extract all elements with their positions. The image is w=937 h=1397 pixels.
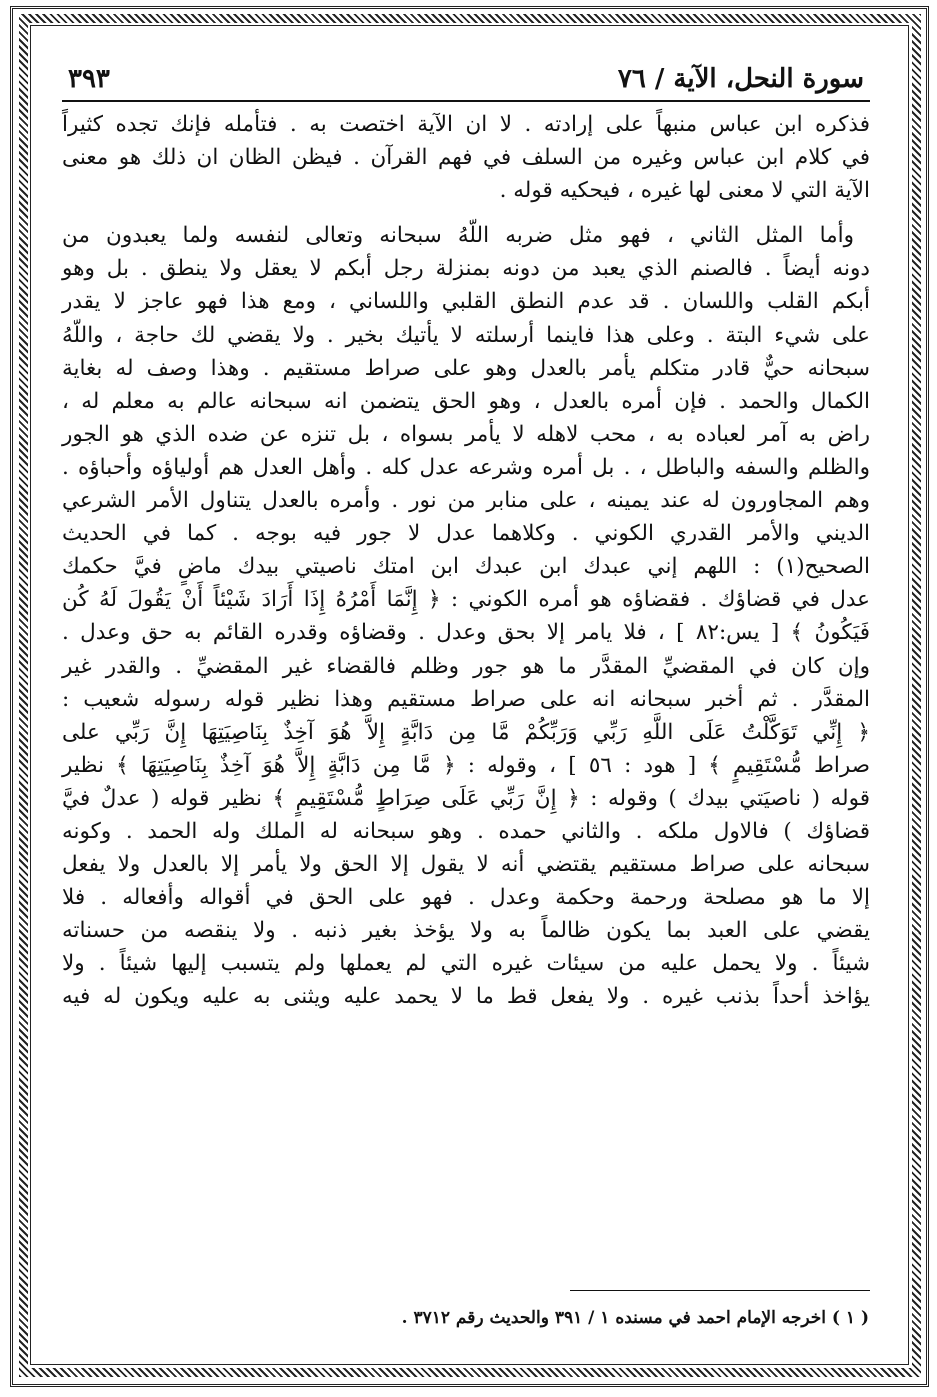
text-line: الكمال والحمد . فإن أمره بالعدل ، وهو الحق يتضمن انه سبحانه عالم به معلم له ،	[62, 388, 870, 414]
text-line: إلا ما هو مصلحة ورحمة وحكمة وعدل . فهو على الحق في أقواله وأفعاله . فلا	[62, 885, 870, 911]
text-line: في كلام ابن عباس وغيره من السلف في فهم القرآن . فيظن الظان ان ذلك هو معنى	[62, 145, 870, 171]
paragraph-gap	[62, 207, 870, 219]
text-line: وهم المجاورون له عند يمينه ، على منابر من نور . وأمره بالعدل يتناول الأمر الشرعي	[62, 488, 870, 514]
text-line: قضاؤك ) فالاول ملكه . والثاني حمده . وهو سبحانه له الملك وله الحمد . وكونه	[62, 818, 870, 844]
text-line: أبكم القلب واللسان . قد عدم النطق القلبي واللساني ، ومع هذا فهو عاجز لا يقدر	[62, 289, 870, 315]
page-content	[62, 62, 870, 1014]
text-line: ﴿ إِنِّي تَوَكَّلْتُ عَلَى اللَّهِ رَبِّي وَرَبِّكُمْ مَّا مِن دَابَّةٍ إِلاَّ هُوَ آخِذٌ بِنَاصِيَتِهَا إِنَّ رَبِّي على	[62, 719, 870, 745]
text-line: صراط مُّسْتَقِيمٍ ﴾ [ هود : ٥٦ ] ، وقوله : ﴿ مَّا مِن دَابَّةٍ إِلاَّ هُوَ آخِذٌ بِنَاصِيَتِهَا ﴾ نظير	[62, 752, 870, 778]
text-line: الديني والأمر القدري الكوني . وكلاهما عدل لا جور فيه بوجه . كما في الحديث	[62, 521, 870, 547]
text-line: الآية التي لا معنى لها غيره ، فيحكيه قوله .	[499, 178, 870, 204]
text-line: وإن كان في المقضيِّ المقدَّر ما هو جور وظلم فالقضاء غير المقضيِّ . والقدر غير	[62, 653, 870, 679]
text-line: قوله ( ناصيَتي بيدك ) وقوله : ﴿ إِنَّ رَبِّي عَلَى صِرَاطٍ مُّسْتَقِيمٍ ﴾ نظير قوله ( عدلٌ فيَّ	[62, 785, 870, 811]
text-line: عدل في قضاؤك . فقضاؤه هو أمره الكوني : ﴿ إِنَّمَا أَمْرُهُ إِذَا أَرَادَ شَيْئاً أَنْ يَقُولَ لَهُ كُن	[62, 587, 870, 613]
text-line: دونه أيضاً . فالصنم الذي يعبد من دونه بمنزلة رجل أبكم لا يعقل ولا ينطق . بل وهو	[62, 256, 870, 282]
footnote-separator	[570, 1290, 870, 1291]
text-line: والظلم والسفه والباطل ، . بل أمره وشرعه عدل كله . وأهل العدل هم أولياؤه وأحباؤه .	[62, 454, 870, 480]
text-line: يؤاخذ أحداً بذنب غيره . ولا يفعل قط ما لا يحمد عليه ويثنى به عليه ويكون له فيه	[62, 984, 870, 1010]
text-line: سبحانه حيٌّ قادر متكلم يأمر بالعدل وهو على صراط مستقيم . وهذا وصف له بغاية	[62, 355, 870, 381]
surah-title: سورة النحل، الآية / ٧٦	[617, 64, 864, 94]
text-line: سبحانه على صراط مستقيم يقتضي أنه لا يقول إلا الحق ولا يأمر إلا بالعدل ولا يفعل	[62, 852, 870, 878]
paragraph-2	[62, 219, 870, 1013]
text-line: يقضي على العبد بما يكون ظالماً به ولا يؤخذ بغير ذنبه . ولا ينقصه من حسناته	[62, 918, 870, 944]
text-line: على شيء البتة . وعلى هذا فاينما أرسلته لا يأتيك بخير . ولا يقضي لك حاجة ، واللّهُ	[62, 322, 870, 348]
text-body	[62, 108, 870, 1014]
paragraph-1	[62, 108, 870, 207]
text-line: وأما المثل الثاني ، فهو مثل ضربه اللّهُ سبحانه وتعالى لنفسه ولما يعبدون من	[62, 223, 854, 249]
text-line: شيئاً . ولا يحمل عليه من سيئات غيره التي لم يعملها ولم يتسبب إليها شيئاً . ولا	[62, 951, 870, 977]
page-number: ٣٩٣	[68, 64, 110, 94]
text-line: المقدَّر . ثم أخبر سبحانه انه على صراط مستقيم وهذا نظير قوله رسوله شعيب :	[62, 686, 870, 712]
page-header	[62, 62, 870, 102]
text-line: فذكره ابن عباس منبهاً على إرادته . لا ان الآية اختصت به . فتأمله فإنك تجده كثيراً	[62, 112, 870, 137]
text-line: راض به آمر لعباده به ، محب لاهله لا يأمر بسواه ، بل تنزه عن ضده الذي هو الجور	[62, 421, 870, 447]
text-line: الصحيح(١) : اللهم إني عبدك ابن عبدك ابن امتك ناصيتي بيدك ماضٍ فيَّ حكمك	[62, 554, 870, 580]
text-line: فَيَكُونُ ﴾ [ يس:٨٢ ] ، فلا يامر إلا بحق وعدل . وقضاؤه وقدره القائم به حق وعدل .	[62, 620, 870, 646]
footnote: ( ١ ) اخرجه الإمام احمد في مسنده ١ / ٣٩١ والحديث رقم ٣٧١٢ .	[401, 1308, 869, 1328]
